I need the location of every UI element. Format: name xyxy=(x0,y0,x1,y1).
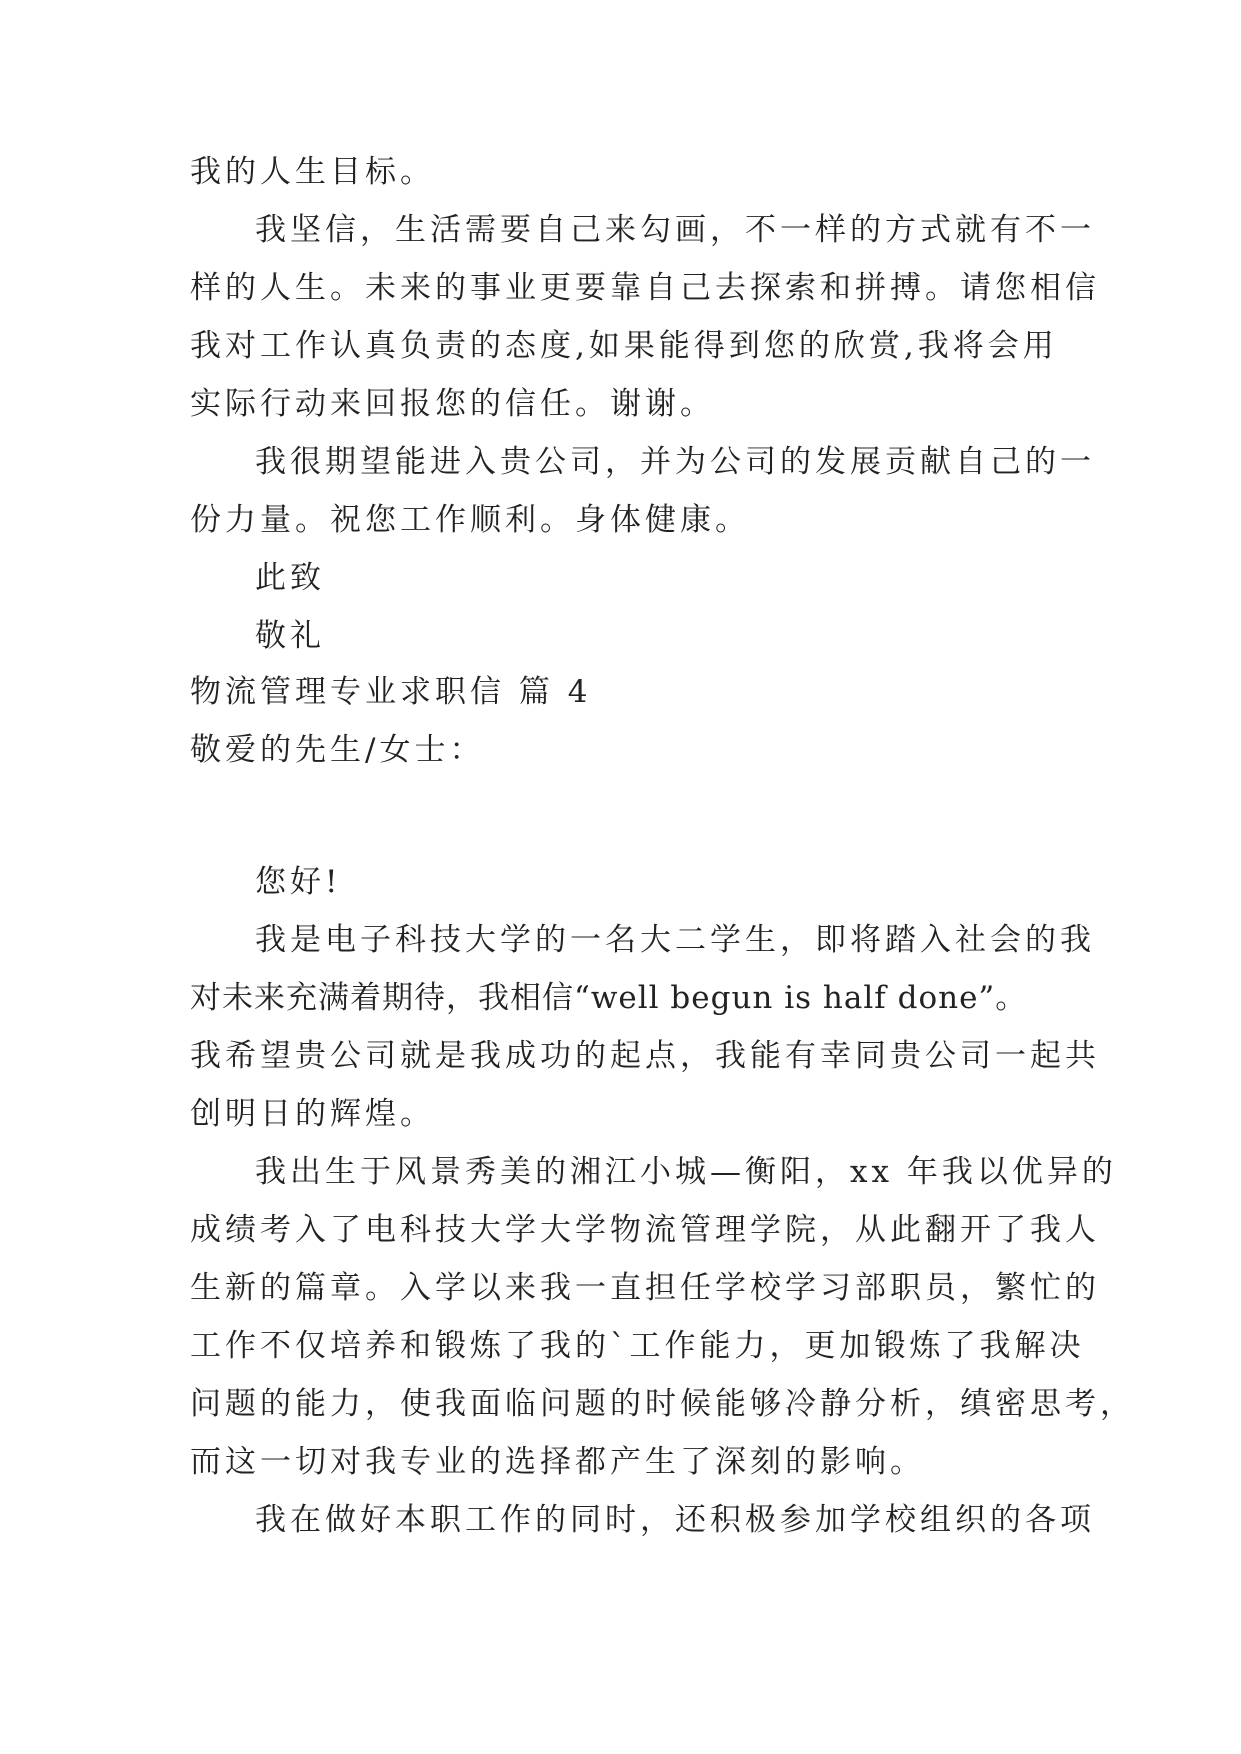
text-line: 我是电子科技大学的一名大二学生，即将踏入社会的我 xyxy=(255,922,1095,958)
text-line: 而这一切对我专业的选择都产生了深刻的影响。 xyxy=(190,1444,925,1480)
text-line: 我坚信，生活需要自己来勾画，不一样的方式就有不一 xyxy=(255,212,1095,248)
text-line: 实际行动来回报您的信任。谢谢。 xyxy=(190,386,715,422)
text-line: 我出生于风景秀美的湘江小城—衡阳，xx 年我以优异的 xyxy=(255,1154,1117,1190)
greeting: 您好! xyxy=(255,864,342,900)
text-line: 创明日的辉煌。 xyxy=(190,1096,435,1132)
section-heading: 物流管理专业求职信 篇 4 xyxy=(190,674,592,710)
closing-line: 此致 xyxy=(255,560,325,596)
text-line: 生新的篇章。入学以来我一直担任学校学习部职员，繁忙的 xyxy=(190,1270,1100,1306)
text-line: 我在做好本职工作的同时，还积极参加学校组织的各项 xyxy=(255,1502,1095,1538)
text-line: 样的人生。未来的事业更要靠自己去探索和拼搏。请您相信 xyxy=(190,270,1100,306)
text-line: 成绩考入了电科技大学大学物流管理学院，从此翻开了我人 xyxy=(190,1212,1100,1248)
text-line: 工作不仅培养和锻炼了我的`工作能力，更加锻炼了我解决 xyxy=(190,1328,1085,1364)
text-line: 对未来充满着期待，我相信“well begun is half done”。 xyxy=(190,980,1028,1016)
salutation: 敬爱的先生/女士： xyxy=(190,732,485,768)
text-line: 我很期望能进入贵公司，并为公司的发展贡献自己的一 xyxy=(255,444,1095,480)
text-line: 我对工作认真负责的态度,如果能得到您的欣赏,我将会用 xyxy=(190,328,1058,364)
text-line: 我希望贵公司就是我成功的起点，我能有幸同贵公司一起共 xyxy=(190,1038,1100,1074)
text-line: 我的人生目标。 xyxy=(190,154,435,190)
text-line: 问题的能力，使我面临问题的时候能够冷静分析，缜密思考， xyxy=(190,1386,1135,1422)
closing-line: 敬礼 xyxy=(255,618,325,654)
text-line: 份力量。祝您工作顺利。身体健康。 xyxy=(190,502,750,538)
